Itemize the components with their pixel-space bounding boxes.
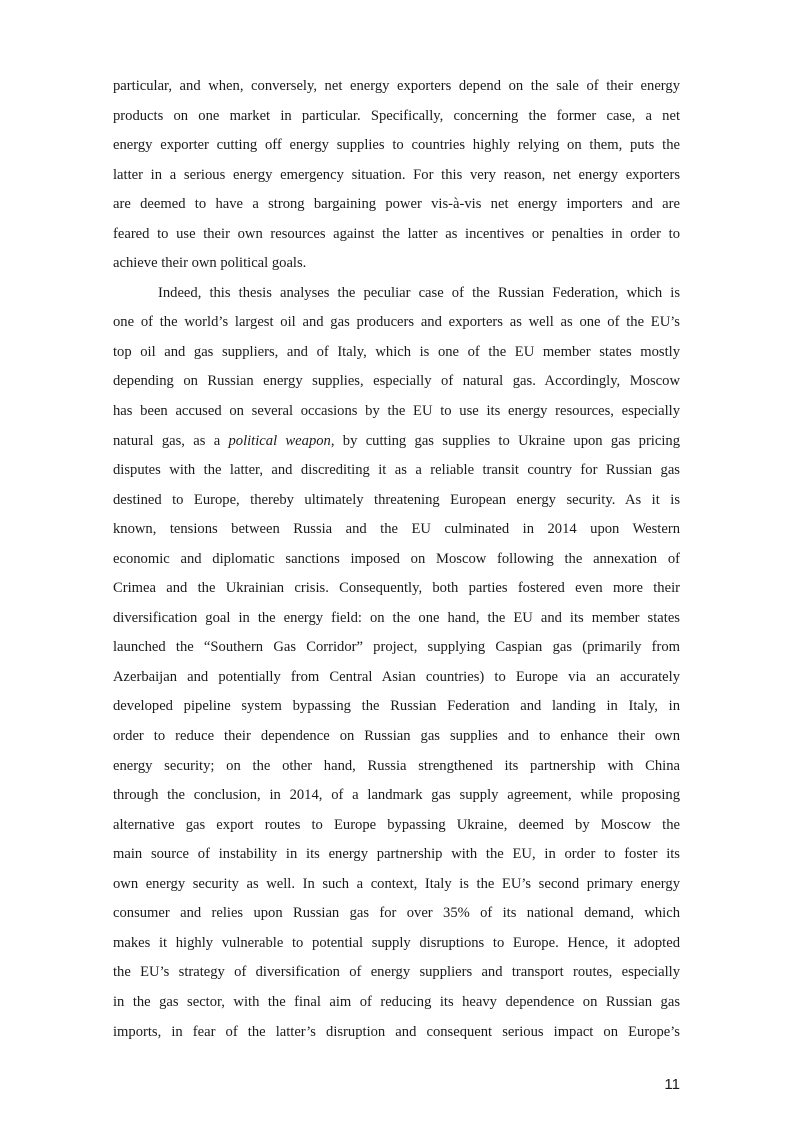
text-run: , by cutting gas supplies to Ukraine upon gas pricing xyxy=(330,432,680,449)
text-line xyxy=(113,574,680,604)
text-run: particular, and when, conversely, net energy exporters depend on the sale of their energy xyxy=(113,78,680,94)
text-run: own energy security as well. In such a context, Italy is the EU’s second primary energy xyxy=(113,875,680,892)
text-line xyxy=(113,190,680,220)
text-line xyxy=(113,308,680,338)
text-line xyxy=(113,515,680,545)
text-run: Azerbaijan and potentially from Central Asian countries) to Europe via an accurately xyxy=(113,668,680,685)
text-line xyxy=(113,72,680,102)
text-run: depending on Russian energy supplies, especially of natural gas. Accordingly, Moscow xyxy=(113,373,680,390)
text-line xyxy=(113,899,680,929)
text-line xyxy=(113,781,680,811)
text-run: are deemed to have a strong bargaining power vis-à-vis net energy importers and are xyxy=(113,196,680,213)
text-line xyxy=(113,633,680,663)
page-number: 11 xyxy=(664,1076,680,1093)
text-run: Crimea and the Ukrainian crisis. Consequently, both parties fostered even more their xyxy=(113,580,680,597)
text-run: one of the world’s largest oil and gas producers and exporters as well as one of the EU’s xyxy=(113,314,680,331)
text-run: consumer and relies upon Russian gas for over 35% of its national demand, which xyxy=(113,905,680,922)
text-run: main source of instability in its energy partnership with the EU, in order to foster its xyxy=(113,846,680,863)
text-run: alternative gas export routes to Europe bypassing Ukraine, deemed by Moscow the xyxy=(113,816,680,833)
text-line xyxy=(113,249,680,279)
text-line xyxy=(113,722,680,752)
text-run: top oil and gas suppliers, and of Italy, which is one of the EU member states mostly xyxy=(113,343,680,360)
text-line xyxy=(113,929,680,959)
text-run: imports, in fear of the latter’s disruption and consequent serious impact on Europe’s xyxy=(113,1023,680,1040)
text-run: developed pipeline system bypassing the Russian Federation and landing in Italy, in xyxy=(113,698,680,715)
text-run: order to reduce their dependence on Russian gas supplies and to enhance their own xyxy=(113,728,680,745)
text-line xyxy=(113,456,680,486)
text-run: achieve their own political goals. xyxy=(113,255,307,272)
text-line xyxy=(113,486,680,516)
text-run: feared to use their own resources against the latter as incentives or penalties in order to xyxy=(113,225,680,242)
text-run: launched the “Southern Gas Corridor” project, supplying Caspian gas (primarily from xyxy=(113,639,680,656)
text-run: energy security; on the other hand, Russia strengthened its partnership with China xyxy=(113,757,680,774)
text-line xyxy=(113,604,680,634)
text-line xyxy=(113,811,680,841)
text-run: latter in a serious energy emergency situation. For this very reason, net energy exporters xyxy=(113,166,680,183)
text-line xyxy=(113,545,680,575)
text-line xyxy=(113,692,680,722)
text-run: natural gas, as a xyxy=(113,432,229,449)
text-line xyxy=(113,220,680,250)
text-line xyxy=(113,131,680,161)
text-run: destined to Europe, thereby ultimately threatening European energy security. As it is xyxy=(113,491,680,508)
text-line xyxy=(113,988,680,1018)
text-run: products on one market in particular. Specifically, concerning the former case, a net xyxy=(113,107,680,124)
text-run: makes it highly vulnerable to potential supply disruptions to Europe. Hence, it adopted xyxy=(113,934,680,951)
text-run: disputes with the latter, and discrediting it as a reliable transit country for Russian gas xyxy=(113,462,680,479)
text-line xyxy=(113,840,680,870)
text-run: energy exporter cutting off energy supplies to countries highly relying on them, puts the xyxy=(113,137,680,154)
body-text xyxy=(113,72,680,1047)
text-line xyxy=(113,397,680,427)
text-run: economic and diplomatic sanctions imposed on Moscow following the annexation of xyxy=(113,550,680,567)
text-line xyxy=(113,338,680,368)
italic-phrase: political weapon xyxy=(228,432,331,449)
text-run: diversification goal in the energy field: on the one hand, the EU and its member states xyxy=(113,609,680,626)
text-line xyxy=(113,427,680,457)
text-line xyxy=(113,279,680,309)
text-line xyxy=(113,161,680,191)
text-line xyxy=(113,958,680,988)
text-run: Indeed, this thesis analyses the peculiar case of the Russian Federation, which is xyxy=(158,284,680,301)
text-run: the EU’s strategy of diversification of energy suppliers and transport routes, especially xyxy=(113,964,680,981)
text-line xyxy=(113,870,680,900)
text-run: known, tensions between Russia and the EU culminated in 2014 upon Western xyxy=(113,521,680,538)
text-run: has been accused on several occasions by the EU to use its energy resources, especially xyxy=(113,403,680,420)
text-line xyxy=(113,663,680,693)
text-line xyxy=(113,367,680,397)
text-run: through the conclusion, in 2014, of a landmark gas supply agreement, while proposing xyxy=(113,787,680,804)
text-run: in the gas sector, with the final aim of reducing its heavy dependence on Russian gas xyxy=(113,993,680,1010)
text-line xyxy=(113,752,680,782)
text-line xyxy=(113,1018,680,1048)
text-line xyxy=(113,102,680,132)
